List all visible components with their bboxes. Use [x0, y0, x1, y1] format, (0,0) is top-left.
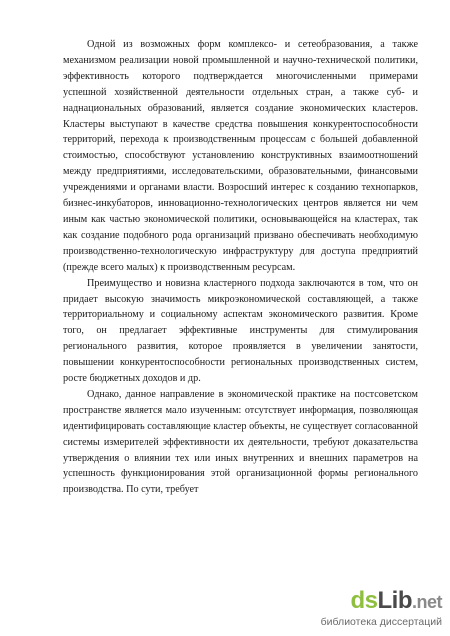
document-body [63, 37, 418, 498]
paragraph-3: Однако, данное направление в экономической практике на постсоветском пространстве является мало изученным: отсутствует информация, позволяющая идентифицировать составляющие кластер объекты, не существует согласованной системы измерителей эффективности их деятельности, требуют доказательства утверждения о влиянии тех или иных внутренних и внешних параметров на успешность функционирования этой организационной формы регионального производства. По сути, требует [63, 388, 418, 496]
watermark-subtitle: библиотека диссертаций [320, 616, 442, 628]
logo-lib: Lib [377, 587, 412, 614]
dslib-logo [292, 588, 442, 615]
logo-ds: ds [350, 587, 378, 614]
paragraph-1: Одной из возможных форм комплексо- и сетеобразования, а также механизмом реализации новой промышленной и научно-технической политики, эффективность которого подтверждается многочисленными примерами успешной хозяйственной деятельности отдельных стран, а также суб- и наднациональных образований, является создание экономических кластеров. Кластеры выступают в качестве средства повышения конкурентоспособности территорий, перехода к производственным процессам с большей добавленной стоимостью, способствуют установлению конструктивных взаимоотношений между предприятиями, исследовательскими, образовательными, финансовыми учреждениями и органами власти. Возросший интерес к созданию технопарков, бизнес-инкубаторов, инновационно-технологических центров является ни чем иным как частью экономической политики, основывающейся на кластерах, так как создание подобного рода организаций призвано обеспечивать необходимую производственно-технологическую инфраструктуру для доступа предприятий (прежде всего малых) к производственным ресурсам. [63, 39, 418, 273]
logo-net: .net [411, 592, 442, 612]
dslib-watermark [292, 588, 442, 632]
paragraph-2: Преимущество и новизна кластерного подхода заключаются в том, что он придает высокую значимость микроэкономической составляющей, а также территориальному и социальному аспектам экономического развития. Кроме того, он предлагает эффективные инструменты для стимулирования регионального развития, которое проявляется в увеличении занятости, повышении конкурентоспособности региональных производственных систем, росте бюджетных доходов и др. [63, 277, 418, 385]
